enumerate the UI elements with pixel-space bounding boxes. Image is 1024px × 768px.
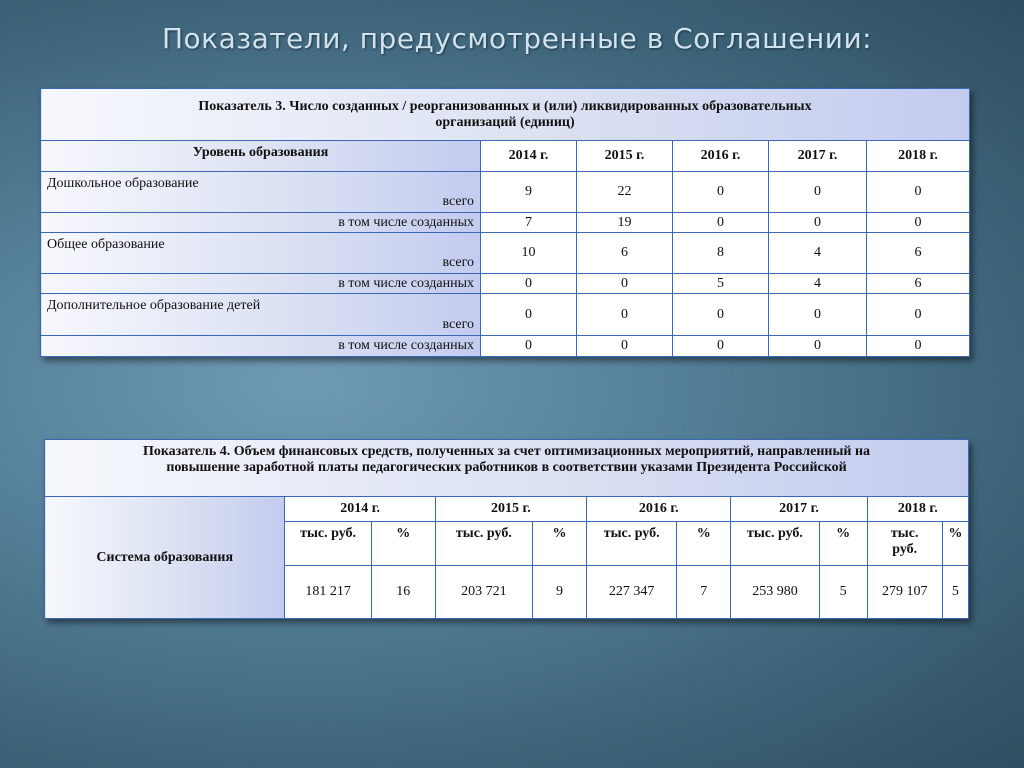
value-cell: 0: [481, 274, 577, 294]
value-cell: 22: [577, 172, 673, 213]
value-cell: 19: [577, 213, 673, 233]
unit-header: %: [942, 522, 968, 566]
created-label: в том числе созданных: [41, 213, 481, 233]
table-row: [41, 172, 970, 213]
group-label: [41, 172, 481, 213]
value-cell: 0: [867, 172, 970, 213]
table3-title-line2: организаций (единиц): [435, 114, 575, 130]
year-header: 2018 г.: [867, 497, 968, 522]
value-cell: 4: [769, 274, 867, 294]
value-cell: 0: [577, 294, 673, 336]
year-header: 2018 г.: [867, 141, 970, 172]
value-cell: 253 980: [731, 566, 819, 619]
value-cell: 9: [532, 566, 586, 619]
value-cell: 203 721: [435, 566, 532, 619]
value-cell: 8: [673, 233, 769, 274]
value-cell: 0: [481, 294, 577, 336]
group-label: [41, 233, 481, 274]
table3-title: [41, 89, 970, 141]
value-cell: 9: [481, 172, 577, 213]
value-cell: 5: [673, 274, 769, 294]
value-cell: 181 217: [285, 566, 371, 619]
total-label: всего: [442, 194, 474, 209]
system-label: Система образования: [45, 497, 285, 619]
value-cell: 4: [769, 233, 867, 274]
created-label: в том числе созданных: [41, 274, 481, 294]
value-cell: 0: [481, 336, 577, 357]
group-name: Дополнительное образование детей: [47, 298, 261, 313]
table4-title-row: [45, 440, 969, 497]
slide-title: Показатели, предусмотренные в Соглашении:: [162, 22, 873, 55]
indicator-3-table: [40, 88, 970, 357]
unit-header: тыс. руб.: [587, 522, 677, 566]
year-header: 2017 г.: [769, 141, 867, 172]
level-header: Уровень образования: [41, 141, 481, 172]
table4-year-row: [45, 497, 969, 522]
unit-header: [867, 522, 942, 566]
year-header: 2015 г.: [435, 497, 586, 522]
table-row: [41, 336, 970, 357]
value-cell: 0: [769, 294, 867, 336]
table-row: [41, 233, 970, 274]
year-header: 2016 г.: [673, 141, 769, 172]
value-cell: 0: [769, 213, 867, 233]
total-label: всего: [442, 317, 474, 332]
table4-title-line1: Показатель 4. Объем финансовых средств, полученных за счет оптимизационных мероприятий, направленный на: [142, 444, 871, 459]
value-cell: 5: [942, 566, 968, 619]
year-header: 2014 г.: [285, 497, 435, 522]
value-cell: 0: [769, 336, 867, 357]
table3-header-row: [41, 141, 970, 172]
value-cell: 0: [867, 336, 970, 357]
value-cell: 0: [673, 294, 769, 336]
value-cell: 0: [673, 213, 769, 233]
value-cell: 10: [481, 233, 577, 274]
value-cell: 227 347: [587, 566, 677, 619]
group-name: Общее образование: [47, 237, 165, 252]
value-cell: 6: [577, 233, 673, 274]
table4-title: [45, 440, 969, 497]
table-row: [41, 274, 970, 294]
year-header: 2015 г.: [577, 141, 673, 172]
total-label: всего: [442, 255, 474, 270]
table3-title-row: [41, 89, 970, 141]
table4-title-line2: повышение заработной платы педагогических работников в соответствии указами Президента Российской: [166, 460, 847, 475]
value-cell: 0: [673, 172, 769, 213]
value-cell: 0: [867, 294, 970, 336]
year-header: 2014 г.: [481, 141, 577, 172]
table-row: [41, 294, 970, 336]
value-cell: 279 107: [867, 566, 942, 619]
unit-header: тыс. руб.: [285, 522, 371, 566]
year-header: 2016 г.: [587, 497, 731, 522]
unit-header: тыс. руб.: [435, 522, 532, 566]
group-name: Дошкольное образование: [47, 176, 199, 191]
value-cell: 0: [577, 336, 673, 357]
value-cell: 0: [673, 336, 769, 357]
value-cell: 6: [867, 274, 970, 294]
table-row: [41, 213, 970, 233]
created-label: в том числе созданных: [41, 336, 481, 357]
value-cell: 5: [819, 566, 867, 619]
unit-header: тыс. руб.: [731, 522, 819, 566]
unit-header: %: [819, 522, 867, 566]
unit-header: %: [532, 522, 586, 566]
value-cell: 7: [677, 566, 731, 619]
group-label: [41, 294, 481, 336]
unit-header: %: [677, 522, 731, 566]
value-cell: 16: [371, 566, 435, 619]
value-cell: 7: [481, 213, 577, 233]
value-cell: 0: [577, 274, 673, 294]
unit-header-line2: руб.: [892, 542, 918, 557]
unit-header-line1: тыс.: [890, 526, 919, 541]
value-cell: 6: [867, 233, 970, 274]
unit-header: %: [371, 522, 435, 566]
table3-title-line1: Показатель 3. Число созданных / реорганизованных и (или) ликвидированных образовательных: [198, 98, 812, 114]
value-cell: 0: [769, 172, 867, 213]
indicator-4-table: [44, 439, 969, 619]
value-cell: 0: [867, 213, 970, 233]
year-header: 2017 г.: [731, 497, 867, 522]
